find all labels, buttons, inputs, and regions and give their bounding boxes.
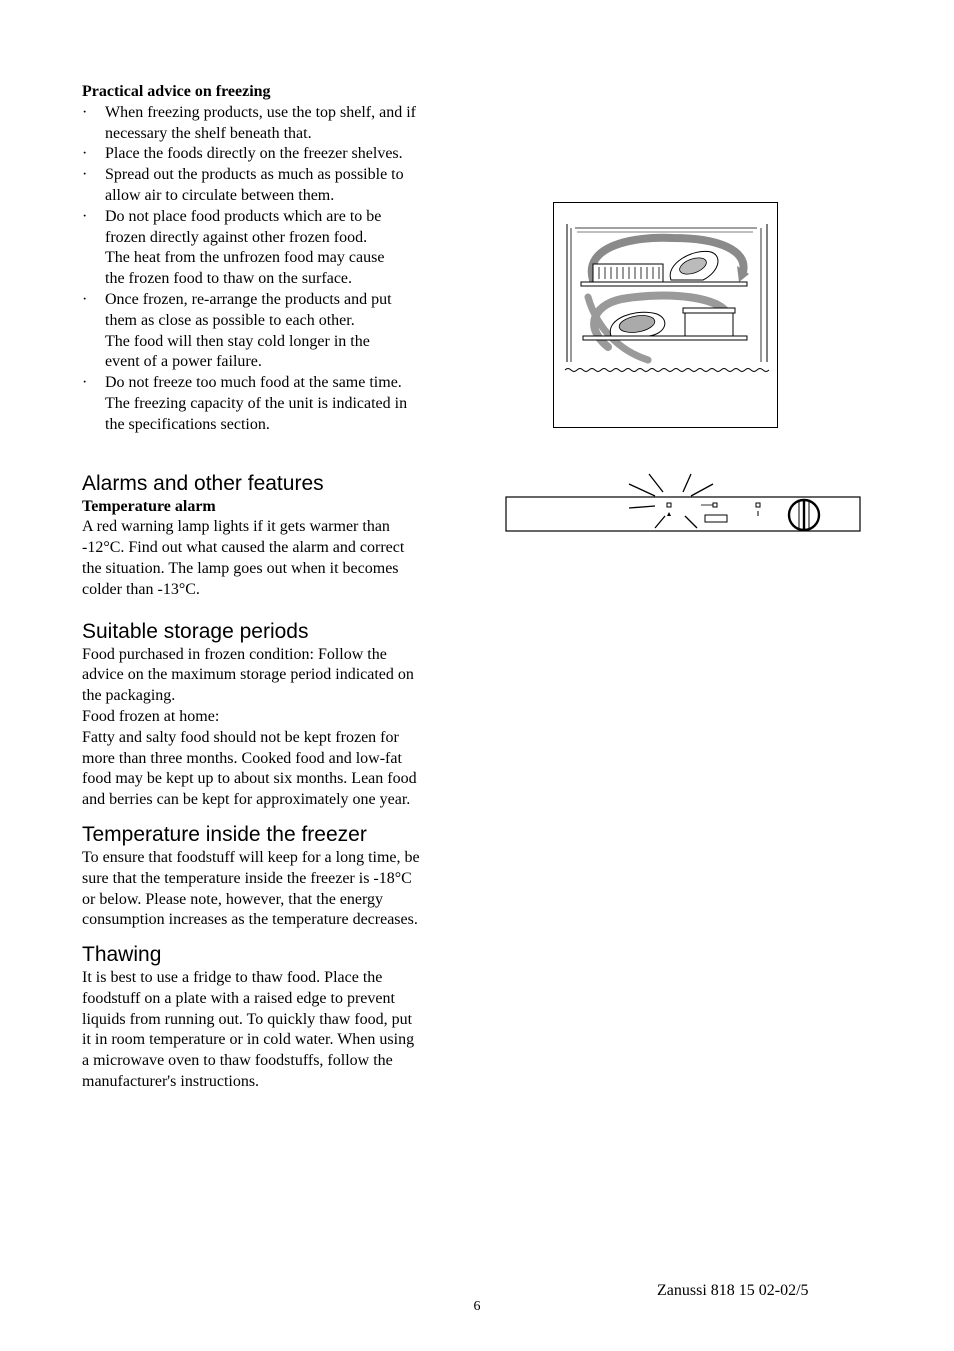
list-item: · Do not freeze too much food at the same time. The freezing capacity of the unit is indicated in the specifications section. (82, 373, 462, 435)
freezing-heading: Practical advice on freezing (82, 83, 271, 100)
list-item: · Place the foods directly on the freezer shelves. (82, 144, 462, 165)
alarms-paragraph: A red warning lamp lights if it gets warmer than -12°C. Find out what caused the alarm and correct the situation. The lamp goes out when it becomes colder than -13°C. (82, 518, 405, 598)
temperature-heading: Temperature inside the freezer (82, 822, 367, 846)
page-number: 6 (473, 1299, 481, 1314)
temperature-alarm-subheading: Temperature alarm (82, 497, 216, 515)
thawing-paragraph: It is best to use a fridge to thaw food. Place the foodstuff on a plate with a raised edge to prevent liquids from running out. To quickly thaw food, put it in room temperature or in cold water. When using a microwave oven to thaw foodstuffs, follow the manufacturer's instructions. (82, 969, 415, 1091)
list-item: · When freezing products, use the top shelf, and if necessary the shelf beneath that. (82, 103, 462, 145)
storage-paragraph: Food purchased in frozen condition: Follow the advice on the maximum storage period indicated on the packaging. Food frozen at home: Fatty and salty food should not be kept frozen for more than three months. Cooked food and low-fat food may be kept up to about six months. Lean food and berries can be kept for approximately one year. (82, 645, 417, 809)
freezer-interior-illustration (553, 202, 778, 428)
temperature-paragraph: To ensure that foodstuff will keep for a long time, be sure that the temperature inside the freezer is -18°C or below. Please note, however, that the energy consumption increases as the temperature decreases. (82, 848, 420, 929)
list-item: · Once frozen, re-arrange the products and put them as close as possible to each other. The food will then stay cold longer in the event of a power failure. (82, 290, 462, 373)
control-panel-illustration (505, 470, 861, 532)
freezing-list (82, 103, 462, 436)
list-item: · Do not place food products which are to be frozen directly against other frozen food. The heat from the unfrozen food may cause the frozen food to thaw on the surface. (82, 207, 462, 290)
list-item: · Spread out the products as much as possible to allow air to circulate between them. (82, 165, 462, 207)
thawing-heading: Thawing (82, 943, 162, 967)
alarms-heading: Alarms and other features (82, 471, 324, 495)
alarm-lamp (667, 503, 671, 507)
footer-brand: Zanussi 818 15 02-02/5 (657, 1282, 809, 1299)
text-column (82, 82, 462, 1093)
storage-heading: Suitable storage periods (82, 619, 309, 643)
